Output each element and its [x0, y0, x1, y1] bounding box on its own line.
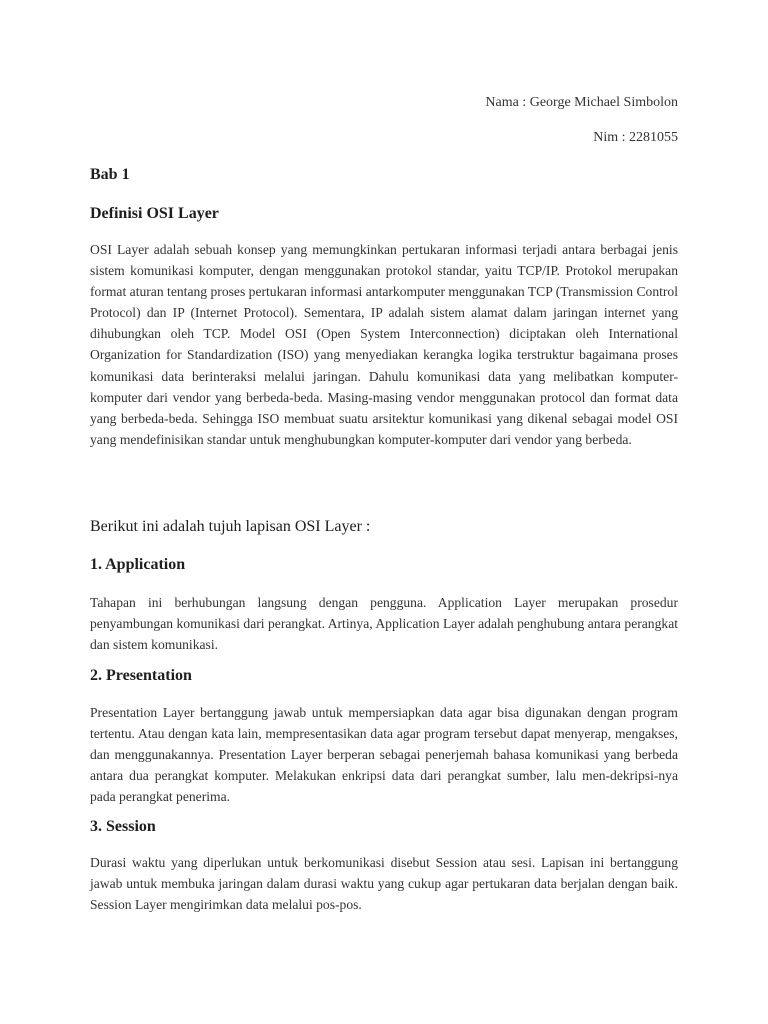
section-body-application: Tahapan ini berhubungan langsung dengan pengguna. Application Layer merupakan prosedur penyambungan komunikasi dari perangkat. Artinya, Application Layer adalah penghubung antara perangkat dan sistem komunikasi. — [90, 595, 678, 653]
chapter-title: Bab 1 — [90, 166, 130, 183]
chapter-subtitle: Definisi OSI Layer — [90, 205, 219, 222]
section-body-session: Durasi waktu yang diperlukan untuk berkomunikasi disebut Session atau sesi. Lapisan ini bertanggung jawab untuk membuka jaringan dalam durasi waktu yang cukup agar pertukaran data berjalan dengan baik. Session Layer mengirimkan data melalui pos-pos. — [90, 855, 678, 913]
section-title-application: 1. Application — [90, 556, 186, 573]
student-nim: Nim : 2281055 — [593, 130, 678, 145]
section-title-session: 3. Session — [90, 818, 156, 835]
section-body-presentation: Presentation Layer bertanggung jawab untuk mempersiapkan data agar bisa digunakan dengan program tertentu. Atau dengan kata lain, mempresentasikan data agar program tersebut dapat menyerap, mengakses, dan menggunakannya. Presentation Layer berperan sebagai penerjemah bahasa komunikasi yang berbeda antara dua perangkat komputer. Melakukan enkripsi data dari perangkat sumber, lalu men-dekripsi-nya pada perangkat penerima. — [90, 705, 678, 805]
intro-paragraph: OSI Layer adalah sebuah konsep yang memungkinkan pertukaran informasi terjadi antara berbagai jenis sistem komunikasi komputer, dengan menggunakan protokol standar, yaitu TCP/IP. Protokol merupakan format aturan tentang proses pertukaran informasi antarkomputer menggunakan TCP (Transmission Control Protocol) dan IP (Internet Protocol). Sementara, IP adalah sistem alamat dalam jaringan internet yang dihubungkan oleh TCP. Model OSI (Open System Interconnection) diciptakan oleh International Organization for Standardization (ISO) yang menyediakan kerangka logika terstruktur bagaimana proses komunikasi data berinteraksi melalui jaringan. Dahulu komunikasi data yang melibatkan komputer-komputer dari vendor yang berbeda-beda. Masing-masing vendor menggunakan protocol dan format data yang berbeda-beda. Sehingga ISO membuat suatu arsitektur komunikasi yang dikenal sebagai model OSI yang mendefinisikan standar untuk menghubungkan komputer-komputer dari vendor yang berbeda. — [90, 242, 678, 447]
layers-intro: Berikut ini adalah tujuh lapisan OSI Layer : — [90, 518, 371, 535]
student-name: Nama : George Michael Simbolon — [485, 95, 678, 110]
section-title-presentation: 2. Presentation — [90, 667, 192, 684]
